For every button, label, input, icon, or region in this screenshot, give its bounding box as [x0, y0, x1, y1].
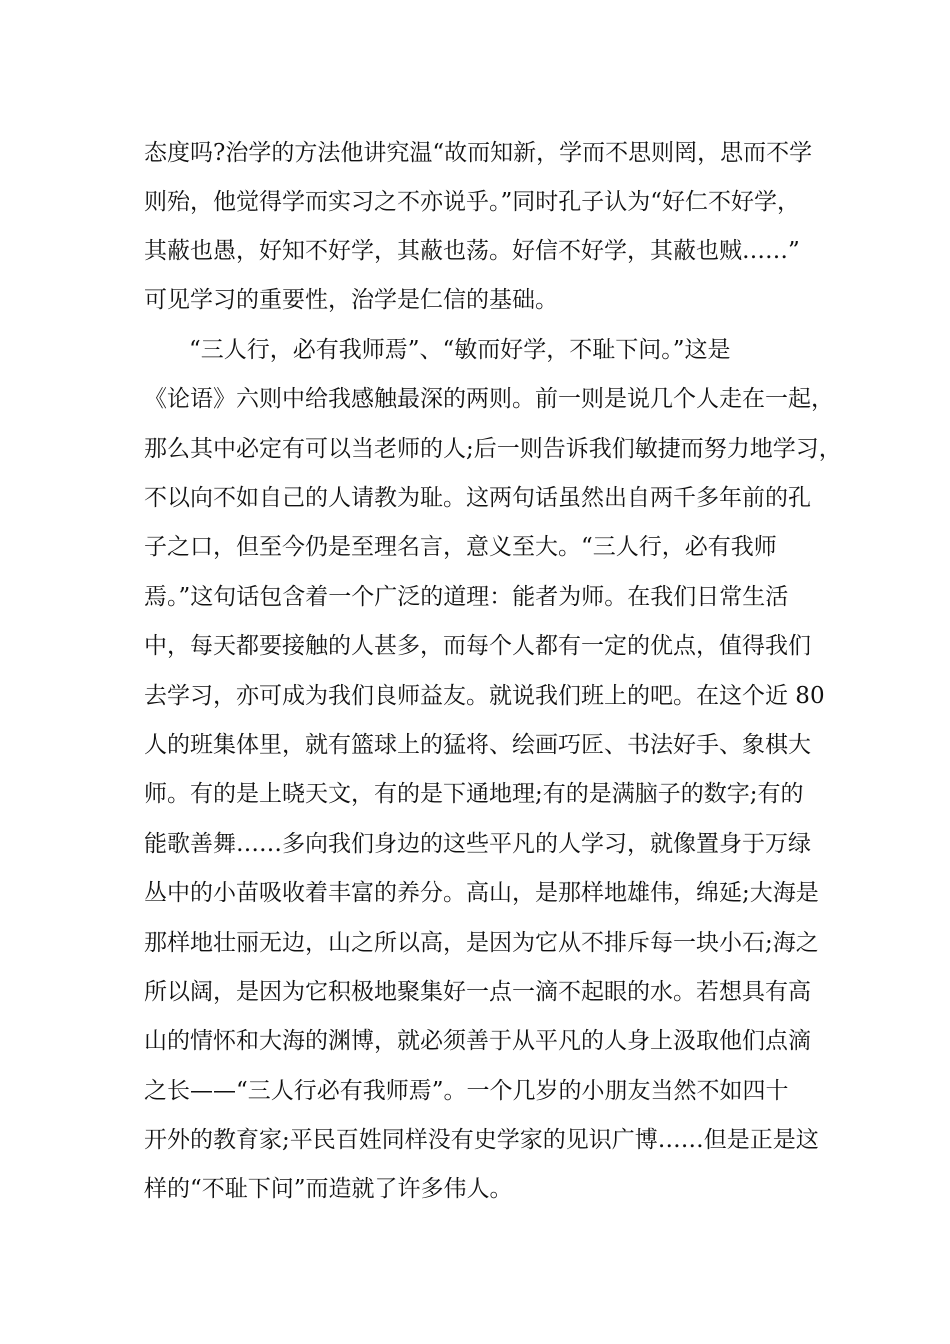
text-line: 不以向不如自己的人请教为耻。这两句话虽然出自两千多年前的孔: [144, 485, 811, 511]
text-line: 《论语》六则中给我感触最深的两则。前一则是说几个人走在一起，: [144, 386, 834, 412]
text-line: 开外的教育家;平民百姓同样没有史学家的见识广博……但是正是这: [144, 1127, 819, 1153]
paragraph-first-line: “三人行，必有我师焉”、“敏而好学，不耻下问。”这是: [189, 337, 731, 363]
text-line: 人的班集体里，就有篮球上的猛将、绘画巧匠、书法好手、象棋大: [144, 732, 811, 758]
text-line: 师。有的是上晓天文，有的是下通地理;有的是满脑子的数字;有的: [144, 781, 804, 807]
text-line: 焉。”这句话包含着一个广泛的道理：能者为师。在我们日常生活: [144, 584, 789, 610]
text-line: 之长——“三人行必有我师焉”。一个几岁的小朋友当然不如四十: [144, 1078, 789, 1104]
text-line: 则殆，他觉得学而实习之不亦说乎。”同时孔子认为“好仁不好学，: [144, 189, 801, 215]
text-line: 子之口，但至今仍是至理名言，意义至大。“三人行，必有我师: [144, 534, 777, 560]
text-line: 山的情怀和大海的渊博，就必须善于从平凡的人身上汲取他们点滴: [144, 1028, 811, 1054]
text-line: 样的“不耻下问”而造就了许多伟人。: [144, 1176, 513, 1202]
text-line: 那样地壮丽无边，山之所以高，是因为它从不排斥每一块小石;海之: [144, 930, 819, 956]
text-line: 丛中的小苗吸收着丰富的养分。高山，是那样地雄伟，绵延;大海是: [144, 880, 819, 906]
text-line: 可见学习的重要性，治学是仁信的基础。: [144, 287, 558, 313]
text-line: 那么其中必定有可以当老师的人;后一则告诉我们敏捷而努力地学习，: [144, 436, 842, 462]
text-line: 能歌善舞……多向我们身边的这些平凡的人学习，就像置身于万绿: [144, 831, 811, 857]
text-line: 所以阔，是因为它积极地聚集好一点一滴不起眼的水。若想具有高: [144, 979, 811, 1005]
text-line: 中，每天都要接触的人甚多，而每个人都有一定的优点，值得我们: [144, 633, 811, 659]
text-line: 态度吗?治学的方法他讲究温“故而知新，学而不思则罔，思而不学: [144, 140, 813, 166]
text-line: 其蔽也愚，好知不好学，其蔽也荡。好信不好学，其蔽也贼……”: [144, 238, 800, 264]
text-line: 去学习，亦可成为我们良师益友。就说我们班上的吧。在这个近 80: [144, 683, 825, 709]
